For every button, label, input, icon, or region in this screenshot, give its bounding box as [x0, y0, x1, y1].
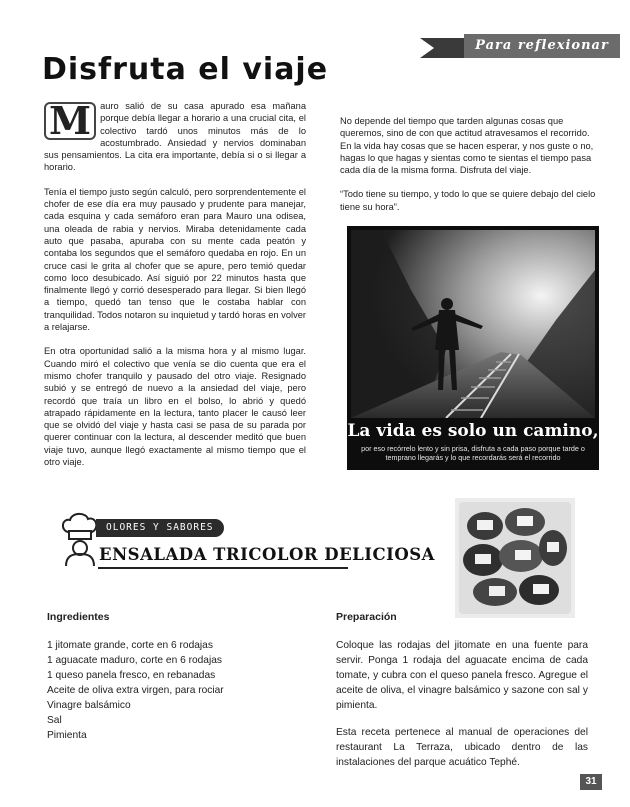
ribbon-tail — [420, 38, 434, 58]
page-number: 31 — [580, 774, 602, 790]
article-right-column — [340, 115, 596, 225]
ribbon-label: Para reflexionar — [464, 34, 620, 58]
ingredients-list — [47, 638, 224, 743]
recipe-category-badge: OLORES Y SABORES — [96, 519, 224, 537]
article-paragraph-1 — [44, 100, 306, 174]
ingredient-item: Pimienta — [47, 730, 87, 741]
paragraph-1-text: auro salió de su casa apurado esa mañana porque debía llegar a horario a una crucial cita, el colectivo tardó unos minutos más de lo acostumbrado. Ansiedad y nervios dominaban sus pensamientos. La cita era importante, debía si o si llegar a horario. — [44, 101, 306, 173]
recipe-title-underline — [98, 567, 348, 569]
ingredient-item: 1 jitomate grande, corte en 6 rodajas — [47, 640, 213, 651]
ingredient-item: Vinagre balsámico — [47, 700, 131, 711]
preparation-paragraph: Esta receta pertenece al manual de operaciones del restaurant La Terraza, ubicado dentro de las instalaciones del parque acuático Tephé. — [336, 727, 588, 768]
article-title: Disfruta el viaje — [42, 52, 329, 87]
article-paragraph-2: Tenía el tiempo justo según calculó, pero sorprendentemente el chofer de ese día era muy pausado y prudente para manejar, cada esquina y cada semáforo eran para Mauro una odisea, una oleada de rabia y nervios. Miraba detenidamente cada auto que pasaba, apuraba con su mente cada peatón y contaba los segundos que el semáforo quedaba en rojo. En un cruce casi le grita al chofer que se apure, pero temió quedar como loco desubicado. Así siguió por 22 minutos hasta que finalmente llegó y corrió desesperado para llegar. Si bien llegó a tiempo, quedó tan tenso que le costaba hablar con tranquilidad. Todos notaron su inquietud y tardó horas en volver a relajarse. — [44, 186, 306, 333]
article-paragraph-4: No depende del tiempo que tarden algunas cosas que queremos, sino de con que actitud atravesamos el recorrido. En la vida hay cosas que se hacen esperar, y nos guste o no, hagas lo que hagas y sientas como te sientas el tiempo pasa cada día de la misma forma. Disfruta del viaje. — [340, 116, 594, 176]
preparation-text — [336, 638, 588, 782]
motivational-poster — [347, 226, 599, 470]
ingredient-item: Sal — [47, 715, 62, 726]
ingredient-item: 1 aguacate maduro, corte en 6 rodajas — [47, 655, 222, 666]
poster-title: La vida es solo un camino, — [347, 421, 599, 441]
railway-walker-photo — [351, 230, 595, 418]
preparation-paragraph: Coloque las rodajas del jitomate en una fuente para servir. Ponga 1 rodaja del aguacate encima de cada tomate, y cubra con el queso panela fresco. Agregue el aceite de oliva, el vinagre balsámico y sazone con sal y pimienta. — [336, 640, 588, 711]
article-left-column — [44, 100, 306, 480]
poster-subtitle: por eso recórrelo lento y sin prisa, disfruta a cada paso porque tarde o temprano llegarás y lo que recordarás será el recorrido — [361, 444, 585, 462]
chef-hat-icon — [60, 510, 100, 568]
ingredients-heading: Ingredientes — [47, 611, 110, 623]
section-ribbon — [420, 34, 620, 60]
ingredient-item: Aceite de oliva extra virgen, para rociar — [47, 685, 224, 696]
ingredient-item: 1 queso panela fresco, en rebanadas — [47, 670, 216, 681]
recipe-title: ENSALADA TRICOLOR DELICIOSA — [99, 545, 435, 564]
dropcap-letter: M — [44, 102, 96, 140]
preparation-heading: Preparación — [336, 611, 397, 623]
article-quote: “Todo tiene su tiempo, y todo lo que se quiere debajo del cielo tiene su hora”. — [340, 189, 596, 212]
ribbon-fold — [434, 38, 466, 58]
article-paragraph-3: En otra oportunidad salió a la misma hora y al mismo lugar. Cuando miró el colectivo que venía se dio cuenta que era el mismo chofer tranquilo y pausado del otro viaje. Resignado subió y se entregó de nuevo a la ansiedad del viaje, pero recordó que traía un libro en el bolso, lo abrió y quedó atrapado rápidamente en la lectura, tanto placer le causó leer que se olvidó del viaje y hasta casi se pasa de su parada por querer continuar con la lectura, al descender meditó que buen viaje tuvo, aunque llegó exactamente al mismo tiempo que el otro viaje. — [44, 346, 306, 468]
salad-photo — [455, 498, 575, 618]
